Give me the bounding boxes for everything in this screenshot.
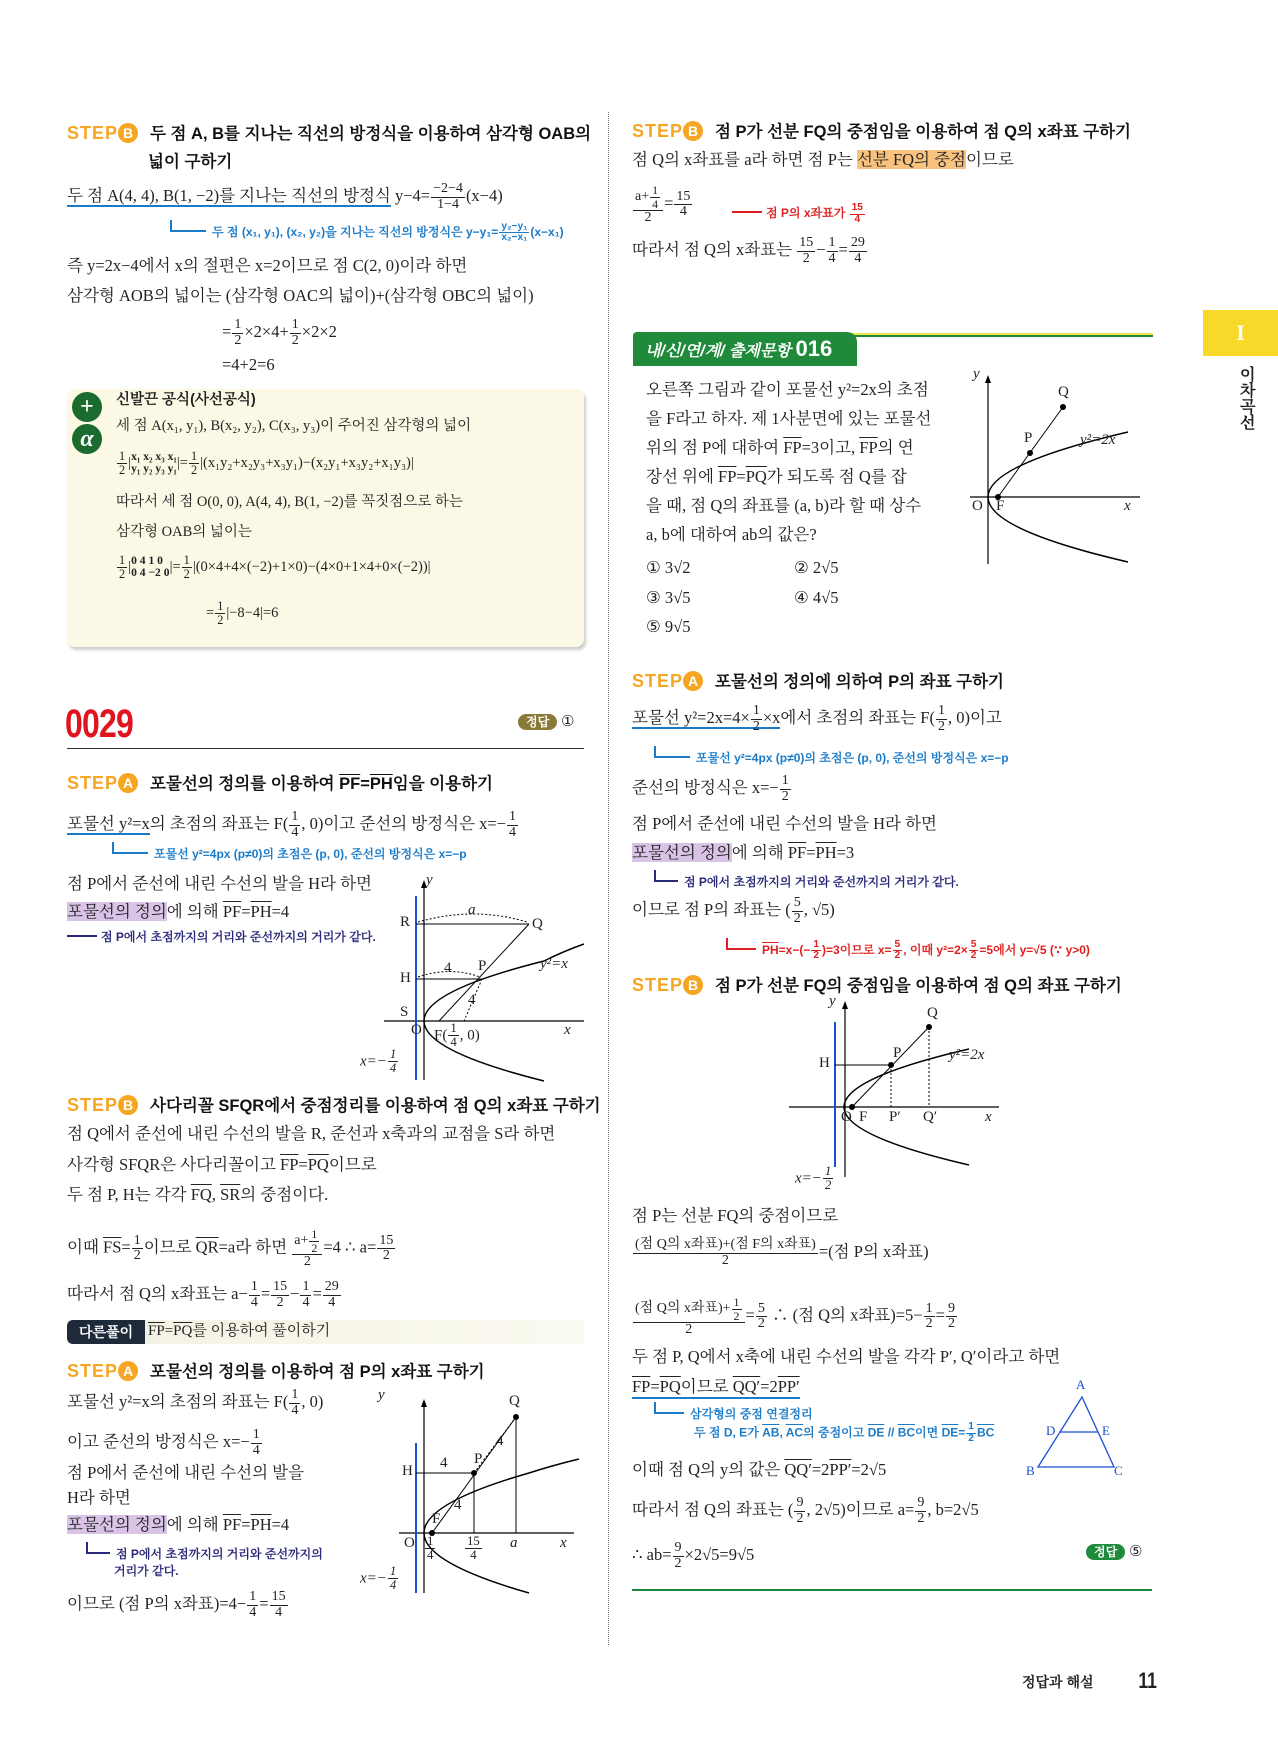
fraction: $\frac{1}{2}$ <box>311 1227 318 1255</box>
text-line: 점 P는 선분 FQ의 중점이므로 <box>632 1206 839 1225</box>
math-line: ∴ ab= $\frac{9}{2}$ ×2√5=9√5 <box>632 1540 755 1571</box>
text-line: 점 P에서 준선에 내린 수선의 발을 H라 하면 <box>67 874 372 893</box>
fraction: $\frac{1}{4}$ <box>427 1534 434 1563</box>
alternative-solution-text: $\overline{FP}=\overline{PQ}$를 이용하여 풀이하기 <box>148 1323 331 1339</box>
point-label-p: P <box>474 1451 483 1467</box>
fraction: $\frac{1}{2}$ <box>813 938 820 962</box>
fraction: $\frac{1}{4}$ <box>291 1387 299 1418</box>
fraction: $\frac{1}{4}$ <box>291 809 299 840</box>
segment: $\overline{QR}$ <box>195 1237 219 1257</box>
axis-label-y: y <box>378 1387 385 1403</box>
segment: QQ′ <box>784 1460 812 1479</box>
math-line: 따라서 점 Q의 x좌표는 a− $\frac{1}{4}$ = $\frac{15}{2}$ − $\frac{1}{4}$ = $\frac{29}{4}$ <box>67 1279 339 1310</box>
text-line: 점 Q의 x좌표를 a라 하면 점 P는 선분 FQ의 중점이므로 <box>632 150 1014 169</box>
annotation: 점 P에서 초점까지의 거리와 준선까지의 거리가 같다. <box>67 928 376 945</box>
tick-label <box>424 1535 436 1563</box>
math-line: (점 Q의 x좌표)+ $\frac{1}{2}$ 2 = $\frac{5}{2}$ ∴ (점 Q의 x좌표)=5− $\frac{1}{2}$ = $\frac{9}{2}$ <box>635 1295 955 1338</box>
text-line: 점 Q에서 준선에 내린 수선의 발을 R, 준선과 x축과의 교점을 S라 하면 <box>67 1124 556 1143</box>
step-a-heading: STEP A 포물선의 정의에 의하여 P의 좌표 구하기 <box>632 671 1004 691</box>
alternative-solution-label: 다른풀이 <box>67 1320 145 1344</box>
curve-label: y²=x <box>540 956 568 972</box>
fraction: $\frac{1}{4}$ <box>509 809 517 840</box>
tip-formula: $\frac{1}{2}$ | x₁ x₂ x₃ x₁ y₁ y₂ y₃ y₁ |= $\frac{1}{2}$ |(x₁y₂+x₂y₃+x₃y₁)−(x₂y₁+x₃y₂+x₁y₃)| <box>119 449 414 477</box>
text-line: H라 하면 <box>67 1488 131 1507</box>
math-line: =4+2=6 <box>222 355 275 374</box>
segment: $\overline{PQ}$ <box>745 467 767 486</box>
text-line: 이때 점 Q의 y의 값은 QQ′=2PP′=2√5 <box>632 1460 887 1479</box>
segment: $\overline{FS}$ <box>103 1237 122 1257</box>
determinant-rows: 0 4 1 0 0 4 −2 0 <box>131 553 170 580</box>
answer-indicator: 정답 ⑤ <box>1086 1543 1142 1561</box>
math-line: (점 Q의 x좌표)+(점 F의 x좌표) 2 =(점 P의 x좌표) <box>635 1237 929 1268</box>
fraction: $\frac{1}{2}$ <box>119 553 126 581</box>
vertex-label: E <box>1102 1423 1110 1438</box>
fraction: $\frac{9}{2}$ <box>796 1495 804 1526</box>
fraction: $\frac{1}{4}$ <box>389 1047 397 1076</box>
step-b-heading: STEP B 점 P가 선분 FQ의 중점임을 이용하여 점 Q의 좌표 구하기 <box>632 975 1122 995</box>
fraction: $\frac{9}{2}$ <box>947 1300 955 1332</box>
segment: PP′ <box>777 1377 800 1396</box>
fraction: (점 Q의 x좌표)+ $\frac{1}{2}$ 2 <box>633 1296 745 1338</box>
fraction: $\frac{1}{2}$ <box>183 553 190 581</box>
text-line: 포물선 y²=2x=4× $\frac{1}{2}$ ×x에서 초점의 좌표는 F( $\frac{1}{2}$ , 0)이고 <box>632 703 1002 734</box>
fraction: $\frac{15}{2}$ <box>379 1232 394 1264</box>
text-line: 포물선 y²=x의 초점의 좌표는 F( $\frac{1}{4}$ , 0)이고 준선의 방정식은 x=− $\frac{1}{4}$ <box>67 809 517 840</box>
length-label: 4 <box>496 1433 504 1449</box>
chapter-title: 이차곡선 <box>1237 366 1255 430</box>
axis-label-x: x <box>1124 498 1131 514</box>
point-label-p: P <box>1024 430 1033 446</box>
curve-label: y²=2x <box>949 1047 985 1063</box>
focus-label: F <box>996 498 1005 514</box>
parabola-graph-2 <box>360 1387 589 1598</box>
chapter-tab[interactable] <box>1203 310 1278 356</box>
fraction: $\frac{1}{4}$ <box>252 1427 260 1458</box>
choice-2[interactable]: ② 2√5 <box>794 558 839 577</box>
focus-label: F <box>432 1511 441 1527</box>
segment: $\overline{PQ}$ <box>173 1323 193 1339</box>
fraction: $\frac{5}{2}$ <box>894 938 901 962</box>
axis-label-x: x <box>564 1022 571 1038</box>
segment: $\overline{BC}$ <box>897 1425 916 1440</box>
annotation: 거리가 같다. <box>114 1564 179 1578</box>
tick-label: a <box>510 1535 518 1551</box>
choice-3[interactable]: ③ 3√5 <box>646 588 691 607</box>
axis-label-x: x <box>560 1535 567 1551</box>
step-b-heading-line2: 넓이 구하기 <box>148 153 233 171</box>
fraction: a+ $\frac{1}{4}$ 2 <box>633 184 663 226</box>
text-line: 이므로 점 P의 좌표는 ( $\frac{5}{2}$ , √5) <box>632 895 835 926</box>
fraction: $\frac{1}{2}$ <box>234 317 242 348</box>
vertex-label: C <box>1114 1463 1123 1478</box>
fraction: $\frac{1}{2}$ <box>190 449 198 477</box>
annotation: 포물선 y²=4px (p≠0)의 초점은 (p, 0), 준선의 방정식은 x=−p <box>654 746 1009 766</box>
math-line: 이므로 (점 P의 x좌표)=4− $\frac{1}{4}$ = $\frac{15}{4}$ <box>67 1589 286 1620</box>
text-line: 삼각형 AOB의 넓이는 (삼각형 OAC의 넓이)+(삼각형 OBC의 넓이) <box>67 286 534 305</box>
step-b-heading: STEP B 사다리꼴 SFQR에서 중점정리를 이용하여 점 Q의 x좌표 구하기 <box>67 1095 601 1115</box>
fraction: $\frac{1}{4}$ <box>652 183 659 211</box>
length-label-a: a <box>468 902 476 918</box>
segment: $\overline{BC}$ <box>976 1425 995 1440</box>
text-line: 포물선의 정의에 의해 $\overline{PF}=\overline{PH}=4$ <box>67 1515 290 1534</box>
problem-number: 0029 <box>65 702 133 746</box>
axis-label-y: y <box>973 366 980 382</box>
vertex-label: B <box>1026 1463 1035 1478</box>
text-line: 이고 준선의 방정식은 x=− $\frac{1}{4}$ <box>67 1427 260 1458</box>
fraction: $\frac{15}{2}$ <box>799 235 814 266</box>
fraction: $\frac{15}{4}$ <box>271 1589 286 1620</box>
fraction: $\frac{1}{2}$ <box>968 1421 974 1444</box>
fraction: $\frac{29}{4}$ <box>324 1279 339 1310</box>
step-a-heading: STEP A 포물선의 정의를 이용하여 점 P의 x좌표 구하기 <box>67 1361 485 1381</box>
text-line: 점 P에서 준선에 내린 수선의 발을 H라 하면 <box>632 814 937 833</box>
segment: PP′ <box>829 1460 852 1479</box>
line-equation: 두 점 A(4, 4), B(1, −2)를 지나는 직선의 방정식 y−4= $\frac{-2-4}{1-4}$ (x−4) <box>67 181 503 212</box>
fraction: $\frac{15}{4}$ <box>467 1534 480 1563</box>
segment: $\overline{PH}$ <box>369 775 393 793</box>
fraction: $\frac{1}{4}$ <box>302 1279 310 1310</box>
point-label-h: H <box>402 1463 413 1479</box>
point-label-s: S <box>400 1004 409 1020</box>
annotation: 점 P에서 초점까지의 거리와 준선까지의 거리가 같다. <box>654 870 959 890</box>
axis-label-y: y <box>829 993 836 1009</box>
focus-label: F( $\frac{1}{4}$ , 0) <box>434 1021 480 1050</box>
text-line: 점 P에서 준선에 내린 수선의 발을 <box>67 1463 305 1482</box>
segment: $\overline{FP}$ <box>148 1323 165 1339</box>
segment: $\overline{PF}$ <box>339 775 361 793</box>
point-label-p: P <box>893 1045 902 1061</box>
directrix-label: x=− $\frac{1}{4}$ <box>360 1047 397 1076</box>
choice-5[interactable]: ⑤ 9√5 <box>646 617 691 636</box>
fraction: $\frac{1}{4}$ <box>249 1589 257 1620</box>
point-label-q: Q <box>1058 384 1069 400</box>
parabola-graph-4 <box>789 993 1004 1205</box>
segment: $\overline{PH}$ <box>250 902 272 921</box>
footer-label: 정답과 해설 <box>1022 1674 1094 1690</box>
fraction: $\frac{1}{2}$ <box>925 1300 933 1332</box>
text-line: 포물선의 정의에 의해 $\overline{PF}=\overline{PH}=4$ <box>67 902 290 921</box>
math-line: = $\frac{1}{2}$ ×2×4+ $\frac{1}{2}$ ×2×2 <box>222 317 337 348</box>
segment: $\overline{FP}$ <box>280 1155 299 1174</box>
fraction: $\frac{\text{y₂−y₁}}{\text{x₂−x₁}}$ <box>501 220 528 244</box>
segment: $\overline{PH}$ <box>250 1515 272 1534</box>
segment: $\overline{AC}$ <box>785 1425 804 1440</box>
choice-4[interactable]: ④ 4√5 <box>794 588 839 607</box>
segment: $\overline{SR}$ <box>220 1185 241 1204</box>
fraction: $\frac{1}{2}$ <box>217 599 224 627</box>
fraction: $\frac{1}{2}$ <box>291 317 299 348</box>
tip-formula: = $\frac{1}{2}$ |−8−4|=6 <box>206 599 279 627</box>
text-line: 포물선 y²=x의 초점의 좌표는 F( $\frac{1}{4}$ , 0) <box>67 1387 324 1418</box>
math-line: a+ $\frac{1}{4}$ 2 = $\frac{15}{4}$ <box>635 183 691 226</box>
choice-1[interactable]: ① 3√2 <box>646 558 691 577</box>
tip-formula: $\frac{1}{2}$ | 0 4 1 0 0 4 −2 0 |= $\frac{1}{2}$ |(0×4+4×(−2)+1×0)−(4×0+1×4+0×(−2))| <box>119 553 431 581</box>
fraction: (점 Q의 x좌표)+(점 F의 x좌표) 2 <box>635 1237 816 1268</box>
segment: $\overline{PQ}$ <box>659 1377 681 1396</box>
math-line: 이때 $\overline{FS}=$ $\frac{1}{2}$ 이므로 $\overline{QR}=a$라 하면 a+ $\frac{1}{2}$ 2 =4 ∴ a= $\frac{15}{2}$ <box>67 1227 394 1270</box>
point-label-q: Q <box>927 1005 938 1021</box>
point-label-q: Q <box>509 1393 520 1409</box>
focus-label: F <box>859 1109 868 1125</box>
parabola-graph-1 <box>360 872 589 1082</box>
divider <box>67 748 584 749</box>
fraction: $\frac{1}{2}$ <box>781 773 789 804</box>
point-label-r: R <box>400 914 411 930</box>
fraction: $\frac{1}{4}$ <box>450 1021 457 1050</box>
segment: $\overline{PF}$ <box>222 1515 242 1534</box>
segment: $\overline{FP}$ <box>783 438 802 457</box>
plus-alpha-icon: + α <box>72 392 106 454</box>
step-b-heading: STEP B 점 P가 선분 FQ의 중점임을 이용하여 점 Q의 x좌표 구하기 <box>632 121 1131 141</box>
tip-title: 신발끈 공식(사선공식) <box>116 392 256 408</box>
fraction: $\frac{15}{4}$ <box>676 188 691 220</box>
fraction: $\frac{-2-4}{1-4}$ <box>433 181 463 212</box>
segment: $\overline{FP}$ <box>718 467 737 486</box>
fraction: $\frac{1}{2}$ <box>119 449 126 477</box>
fraction: $\frac{1}{2}$ <box>937 703 945 734</box>
text-line: $\overline{FP}=\overline{PQ}$이므로 QQ′=2PP′ <box>632 1377 800 1399</box>
point-label-h: H <box>400 970 411 986</box>
vertex-label: D <box>1046 1423 1056 1438</box>
tip-text: 세 점 A(x₁, y₁), B(x₂, y₂), C(x₃, y₃)이 주어진 삼각형의 넓이 <box>116 418 472 434</box>
fraction: $\frac{9}{2}$ <box>917 1495 925 1526</box>
column-divider <box>608 112 609 1645</box>
length-label: 4 <box>440 1455 448 1471</box>
page-number: 11 <box>1138 1668 1157 1693</box>
annotation: 삼각형의 중점 연결정리 <box>654 1402 813 1422</box>
length-label: 4 <box>444 960 452 976</box>
axis-label-x: x <box>985 1109 992 1125</box>
text-line: 준선의 방정식은 x=− $\frac{1}{2}$ <box>632 773 789 804</box>
vertex-label: A <box>1076 1377 1086 1392</box>
length-label: 4 <box>454 1497 462 1513</box>
fraction: $\frac{1}{2}$ <box>752 703 760 734</box>
segment: $\overline{DE}$ <box>867 1425 885 1440</box>
determinant-rows: x₁ x₂ x₃ x₁ y₁ y₂ y₃ y₁ <box>131 449 177 476</box>
annotation: 포물선 y²=4px (p≠0)의 초점은 (p, 0), 준선의 방정식은 x=−p <box>112 842 467 862</box>
text-line: 사각형 SFQR은 사다리꼴이고 $\overline{FP}=\overline{PQ}$이므로 <box>67 1155 377 1174</box>
text-line: 포물선의 정의에 의해 $\overline{PF}=\overline{PH}=3$ <box>632 843 855 862</box>
point-label-q-prime: Q′ <box>923 1109 938 1125</box>
math-line: 따라서 점 Q의 좌표는 ( $\frac{9}{2}$ , 2√5)이므로 a= $\frac{9}{2}$ , b=2√5 <box>632 1495 979 1526</box>
axis-label-y: y <box>426 872 433 888</box>
fraction: a+ $\frac{1}{2}$ 2 <box>292 1228 322 1270</box>
segment: $\overline{PQ}$ <box>307 1155 329 1174</box>
segment: $\overline{PH}$ <box>762 943 779 957</box>
fraction: $\frac{5}{2}$ <box>970 938 977 962</box>
annotation: 점 P에서 초점까지의 거리와 준선까지의 <box>86 1542 323 1562</box>
triangle-diagram <box>1024 1377 1124 1480</box>
parabola-graph-3 <box>968 366 1143 567</box>
origin-label: O <box>972 498 983 514</box>
segment: $\overline{PF}$ <box>787 843 807 862</box>
fraction: $\frac{1}{4}$ <box>828 235 836 266</box>
graph-lines <box>968 372 1143 567</box>
divider <box>632 1589 1152 1591</box>
text-line: 두 점 P, Q에서 x축에 내린 수선의 발을 각각 P′, Q′이라고 하면 <box>632 1347 1061 1366</box>
step-a-heading: STEP A 포물선의 정의를 이용하여 $\overline{PF}=\overline{PH}$임을 이용하기 <box>67 773 493 793</box>
question-text: 오른쪽 그림과 같이 포물선 y²=2x의 초점 을 F라고 하자. 제 1사분면에 있는 포물선 위의 점 P에 대하여 $\overline{FP}=3$이고, $\overline{FP}$의 연 장선 위에 $\overline{FP}=\overline{PQ}$가 되도록 점 Q를 잡 을 때, 점 Q의 좌표를 (a, b)라 할 때 상수 a, b에 대하여 ab의 값은? <box>646 380 932 544</box>
segment: $\overline{PF}$ <box>222 902 242 921</box>
tick-label <box>464 1535 483 1563</box>
fraction: $\frac{1}{2}$ <box>824 1164 832 1193</box>
fraction: $\frac{15}{4}$ <box>851 202 863 225</box>
tip-text: 삼각형 OAB의 넓이는 <box>116 524 252 540</box>
text-line: 두 점 P, H는 각각 $\overline{FQ}$, $\overline{SR}$의 중점이다. <box>67 1185 329 1204</box>
annotation: 점 P의 x좌표가 $\frac{15}{4}$ <box>732 203 866 225</box>
point-label-h: H <box>819 1055 830 1071</box>
problem-banner: 내/신/연/계/ 출제문항 016 <box>633 332 857 366</box>
fraction: $\frac{29}{4}$ <box>850 235 865 266</box>
annotation-line-equation: 두 점 (x₁, y₁), (x₂, y₂)을 지나는 직선의 방정식은 y−y₁= $\frac{\text{y₂−y₁}}{\text{x₂−x₁}}$ (x−x₁) <box>170 220 564 244</box>
annotation: 두 점 D, E가 $\overline{AB}$, $\overline{AC}$의 중점이고 $\overline{DE} // \overline{BC}$이면 $\overline{DE}=$ $\frac{1}{2}$ $\overline{BC}$ <box>694 1421 995 1444</box>
segment: $\overline{FP}$ <box>632 1377 651 1396</box>
segment: $\overline{DE}$ <box>941 1425 959 1440</box>
fraction: $\frac{1}{4}$ <box>250 1279 258 1310</box>
text-line: 즉 y=2x−4에서 x의 절편은 x=2이므로 점 C(2, 0)이라 하면 <box>67 256 468 275</box>
segment: $\overline{FQ}$ <box>190 1185 212 1204</box>
fraction: $\frac{15}{2}$ <box>273 1279 288 1310</box>
origin-label: O <box>841 1109 852 1125</box>
chapter-numeral: I <box>1236 320 1245 345</box>
point-label-q: Q <box>532 916 543 932</box>
fraction: $\frac{1}{2}$ <box>733 1295 740 1323</box>
answer-indicator: 정답 ① <box>518 713 574 731</box>
segment: $\overline{FP}$ <box>859 438 878 457</box>
math-line: 따라서 점 Q의 x좌표는 $\frac{15}{2}$ − $\frac{1}{4}$ = $\frac{29}{4}$ <box>632 235 865 266</box>
directrix-label: x=− $\frac{1}{2}$ <box>795 1164 832 1193</box>
segment: $\overline{PH}$ <box>815 843 837 862</box>
fraction: $\frac{5}{2}$ <box>757 1300 765 1332</box>
fraction: $\frac{1}{4}$ <box>389 1564 397 1593</box>
curve-label: y²=2x <box>1080 432 1116 448</box>
origin-label: O <box>411 1022 422 1038</box>
fraction: $\frac{1}{2}$ <box>133 1232 141 1264</box>
point-label-p-prime: P′ <box>889 1109 901 1125</box>
fraction: $\frac{9}{2}$ <box>674 1540 682 1571</box>
segment: QQ′ <box>732 1377 761 1396</box>
step-b-heading: STEP B 두 점 A, B를 지나는 직선의 방정식을 이용하여 삼각형 OAB의 <box>67 123 592 143</box>
tip-text: 따라서 세 점 O(0, 0), A(4, 4), B(1, −2)를 꼭짓점으로 하는 <box>116 494 463 510</box>
annotation: $\overline{PH}=x-(-$ $\frac{1}{2}$ )=3이므로 x= $\frac{5}{2}$ , 이때 y²=2× $\frac{5}{2}$ =5에서 y=√5 (∵ y>0) <box>726 938 1090 962</box>
length-label: 4 <box>468 992 476 1008</box>
point-label-p: P <box>478 958 487 974</box>
fraction: $\frac{5}{2}$ <box>793 895 801 926</box>
segment: $\overline{AB}$ <box>762 1425 780 1440</box>
directrix-label: x=− $\frac{1}{4}$ <box>360 1564 397 1593</box>
origin-label: O <box>404 1535 415 1551</box>
